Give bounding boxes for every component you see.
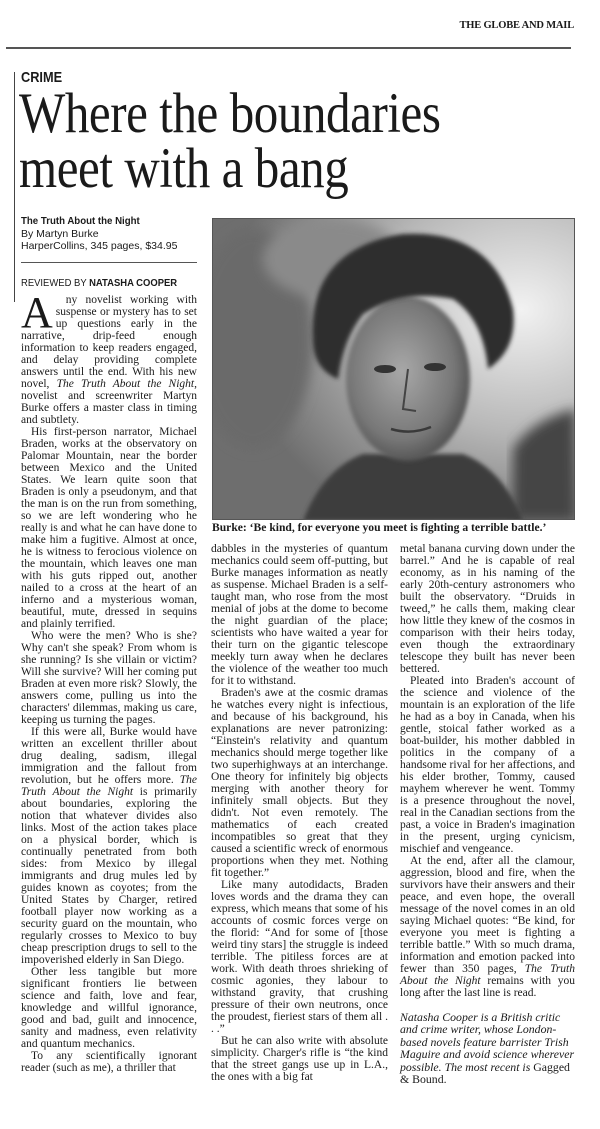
section-rule: [14, 72, 15, 302]
paragraph-text: At the end, after all the clamour, aggression, blood and fire, when the survivors have their answers and their peace, and even hope, the overall message of the novel comes in an old saying Michael quotes: “Be kind, for everyone you meet is fighting a terrible battle.” With so much drama, information and emotion packed into fewer than 350 pages,: [400, 855, 575, 975]
paragraph-text: Gagged & Bound.: [400, 1059, 570, 1087]
paragraph-text: dabbles in the mysteries of quantum mechanics could seem off-putting, but Burke manages information as neatly as suspense. Michael Braden is a self-taught man, who rose from the most menial of jobs at the dome to become the night guardian of the place; scientists who have waited a year for their turn on the gigantic telescope meekly turn away when he declares the violence of the weather too much for it to withstand.: [211, 543, 388, 687]
paragraph-text: Like many autodidacts, Braden loves words and the drama they can express, which means that some of his accounts of cosmic forces verge on the florid: “And for some of [those weird tiny stars] the struggle is indeed terrible. The pitiless forces are at work. With death throes shrieking of cosmic agonies, they labour to withstand gravity, that crushing pressure of their own neutrons, once the proudest, fieriest stars of them all . . .”: [211, 879, 388, 1035]
paragraph-text: To any scientifically ignorant reader (such as me), a thriller that: [21, 1050, 197, 1074]
article-paragraph: [400, 543, 575, 675]
portrait-image-icon: [213, 219, 575, 520]
reviewer-prefix: REVIEWED BY: [21, 277, 90, 289]
paragraph-text: is primarily about boundaries, exploring the notion that whatever divides also links. Most of the action takes place on a physical border, which is continually penetrated from both sides: from Mexico by illegal immigrants and drug mules led by guides known as coyotes; from the United States by Charger, retired football player now working as a security guard on the mountain, who regularly crosses to Mexico to buy cheap prescription drugs to sell to the impoverished elderly in San Diego.: [21, 786, 197, 966]
book-title-italic: The Truth About the Night: [21, 774, 197, 798]
paragraph-text: Braden's awe at the cosmic dramas he watches every night is infectious, and because of his background, his explanations are never patronizing: “Einstein's relativity and quantum mechanics should merge together like two superhighways at an interchange. One theory for infinitely big objects merging with another theory for infinitely small objects. But they didn't. Not even remotely. The mathematics of each created incompatibles so great that they caused a scientific wreck of enormous proportions when they met. Nothing fit together.”: [211, 687, 388, 879]
drop-cap: A: [21, 288, 53, 337]
article-paragraph: [21, 426, 197, 630]
article-paragraph: [211, 687, 388, 879]
article-paragraph: [400, 675, 575, 855]
book-info: [21, 215, 177, 253]
article-paragraph: [400, 855, 575, 999]
article-paragraph: [21, 288, 197, 426]
section-label: CRIME: [21, 69, 63, 86]
paragraph-text: metal banana curving down under the barrel.” And he is capable of real economy, as in his naming of the early 20th-century astronomers who built the observatory. “Druids in tweed,” he calls them, making clear how little they knew of the cosmos in comparison with their heirs today, even though the extraordinary telescope they built has never been bettered.: [400, 543, 575, 675]
paragraph-text: ny novelist working with suspense or mystery has to set up questions early in the narrative, drip-feed enough information to keep readers engaged, and delay providing complete answers until the end. With his new novel,: [21, 294, 197, 390]
article-paragraph: [21, 630, 197, 726]
paragraph-text: remains with you long after the last line is read.: [400, 975, 575, 999]
book-author: By Martyn Burke: [21, 227, 99, 240]
article-paragraph: [211, 543, 388, 687]
book-title: The Truth About the Night: [21, 215, 140, 227]
book-publisher: HarperCollins, 345 pages, $34.95: [21, 240, 178, 253]
article-paragraph: [211, 1035, 388, 1083]
paragraph-text: Pleated into Braden's account of the science and violence of the mountain is an exploration of the life he had as a boy in Canada, when his gentle, stoical father worked as a boat-builder, his mother dabbled in politics in the company of a handsome rival for her affections, and his elder brother, Tommy, caused mayhem wherever he went. Tommy is a presence throughout the novel, real in the Canadian sections from the past, a voice in Braden's imagination in the present, urging cynicism, mischief and vengeance.: [400, 675, 575, 855]
book-title-italic: The Truth About the Night: [56, 378, 195, 390]
header-rule: [6, 47, 571, 49]
paragraph-text: Who were the men? Who is she? Why can't she speak? From whom is she running? Is she villain or victim? Will she survive? Will her coming put Braden at even more risk? Slowly, the answers come, pulling us into the characters' dilemmas, making us care, keeping us turning the pages.: [21, 630, 197, 726]
reviewer-name: NATASHA COOPER: [89, 277, 178, 289]
masthead: THE GLOBE AND MAIL: [459, 20, 574, 31]
article-paragraph: [211, 879, 388, 1035]
article-column-3: [400, 543, 575, 1085]
photo-caption: Burke: ‘Be kind, for everyone you meet is fighting a terrible battle.’: [212, 521, 547, 534]
headline-line-1: Where the boundaries: [19, 82, 441, 145]
article-column-2: [211, 543, 388, 1083]
author-portrait-photo: [212, 218, 575, 520]
paragraph-text: , novelist and screenwriter Martyn Burke offers a master class in timing and subtlety.: [21, 378, 197, 426]
article-paragraph: [21, 726, 197, 966]
article-column-1: [21, 288, 197, 1074]
paragraph-text: Natasha Cooper is a British critic and crime writer, whose London-based novels feature barrister Trish Maguire and avoid science wherever possible. The most recent is: [400, 1010, 575, 1074]
paragraph-text: But he can also write with absolute simplicity. Charger's rifle is “the kind that the street gangs use up in L.A., the ones with a big fat: [211, 1035, 388, 1083]
headline-line-2: meet with a bang: [19, 137, 349, 200]
article-paragraph: [21, 966, 197, 1050]
headline: [19, 82, 441, 200]
book-title-italic: The Truth About the Night: [400, 963, 576, 987]
info-divider: [21, 262, 197, 263]
author-bio: [400, 1011, 575, 1085]
paragraph-text: His first-person narrator, Michael Braden, works at the observatory on Palomar Mountain, near the border between Mexico and the United States. We learn quite soon that Braden is only a pseudonym, and that the man is on the run from something, so we are left wondering who he really is and what he can have done to make him a fugitive. Almost at once, he is witness to ferocious violence on the mountain, which leaves one man with his guts ripped out, another nailed to a cross at the heart of an inferno and a mysterious woman, beautiful, mute, dressed in sequins and plainly terrified.: [21, 426, 197, 630]
article-paragraph: [21, 1050, 197, 1074]
paragraph-text: Other less tangible but more significant frontiers lie between science and faith, love and fear, knowledge and willful ignorance, good and bad, guilt and innocence, sanity and madness, even relativity and quantum mechanics.: [21, 966, 197, 1050]
paragraph-text: If this were all, Burke would have written an excellent thriller about drug dealing, sadism, illegal immigration and the fallout from revolution, but he offers more.: [21, 726, 197, 786]
